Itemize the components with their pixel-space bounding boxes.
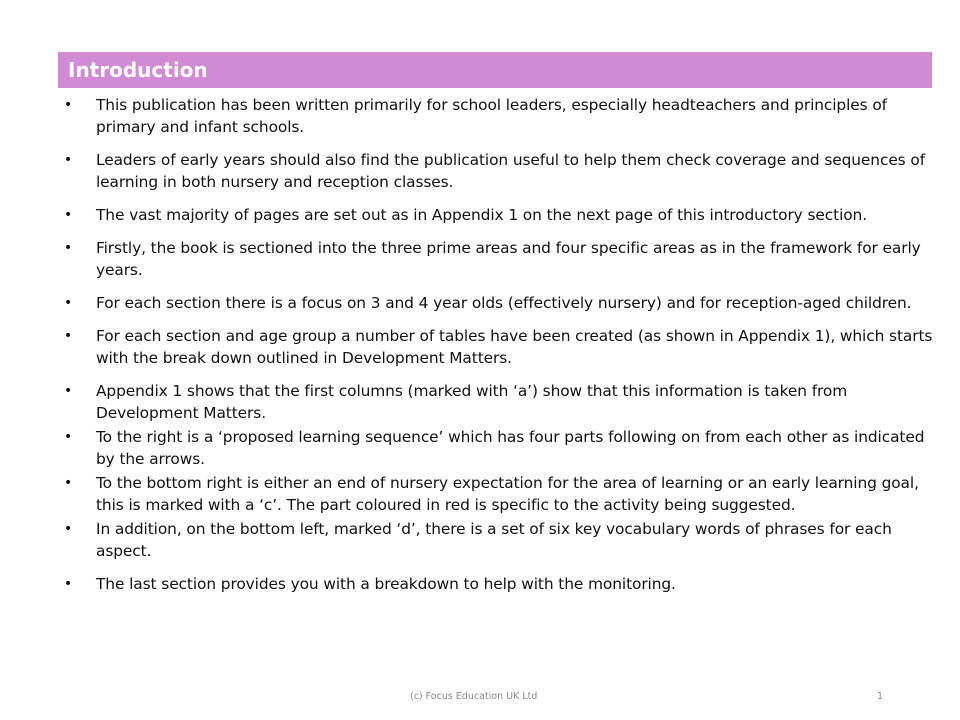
- list-item-text: To the bottom right is either an end of nursery expectation for the area of learning or an early learning goal, this is marked with a ‘c’. The part coloured in red is specific to the activity being suggested.: [96, 474, 919, 514]
- list-item-text: The last section provides you with a breakdown to help with the monitoring.: [96, 575, 676, 593]
- list-item-text: Firstly, the book is sectioned into the three prime areas and four specific areas as in the framework for early years.: [96, 239, 921, 279]
- bullet-dot-icon: •: [64, 383, 73, 399]
- list-item: [62, 94, 934, 138]
- list-item: [62, 426, 934, 470]
- bullet-dot-icon: •: [64, 97, 73, 113]
- bullet-dot-icon: •: [64, 475, 73, 491]
- bullet-dot-icon: •: [64, 152, 73, 168]
- bullet-dot-icon: •: [64, 429, 73, 445]
- list-item-text: This publication has been written primarily for school leaders, especially headteachers and principles of primary and infant schools.: [96, 96, 887, 136]
- bullet-dot-icon: •: [64, 295, 73, 311]
- list-item-text: Appendix 1 shows that the first columns (marked with ‘a’) show that this information is taken from Development Matters.: [96, 382, 848, 422]
- title-bar: [58, 52, 932, 88]
- list-item: [62, 573, 934, 595]
- bullet-dot-icon: •: [64, 576, 73, 592]
- page-title: Introduction: [68, 58, 208, 82]
- bullet-dot-icon: •: [64, 240, 73, 256]
- list-item-text: For each section there is a focus on 3 and 4 year olds (effectively nursery) and for reception-aged children.: [96, 294, 912, 312]
- list-item: [62, 204, 934, 226]
- list-item: [62, 518, 934, 562]
- list-item-text: Leaders of early years should also find the publication useful to help them check coverage and sequences of learning in both nursery and reception classes.: [96, 151, 926, 191]
- bullet-dot-icon: •: [64, 521, 73, 537]
- page-number: 1: [877, 691, 884, 702]
- list-item-text: To the right is a ‘proposed learning sequence’ which has four parts following on from each other as indicated by the arrows.: [96, 428, 925, 468]
- footer-copyright: (c) Focus Education UK Ltd: [410, 691, 538, 702]
- bullet-list: [62, 94, 934, 606]
- list-item: [62, 237, 934, 281]
- bullet-dot-icon: •: [64, 328, 73, 344]
- list-item: [62, 380, 934, 424]
- list-item: [62, 325, 934, 369]
- list-item: [62, 149, 934, 193]
- list-item-text: The vast majority of pages are set out as in Appendix 1 on the next page of this introductory section.: [96, 206, 868, 224]
- list-item: [62, 292, 934, 314]
- list-item-text: For each section and age group a number of tables have been created (as shown in Appendix 1), which starts with the break down outlined in Development Matters.: [96, 327, 933, 367]
- bullet-dot-icon: •: [64, 207, 73, 223]
- footer: [0, 691, 960, 707]
- list-item-text: In addition, on the bottom left, marked ‘d’, there is a set of six key vocabulary words of phrases for each aspect.: [96, 520, 892, 560]
- list-item: [62, 472, 934, 516]
